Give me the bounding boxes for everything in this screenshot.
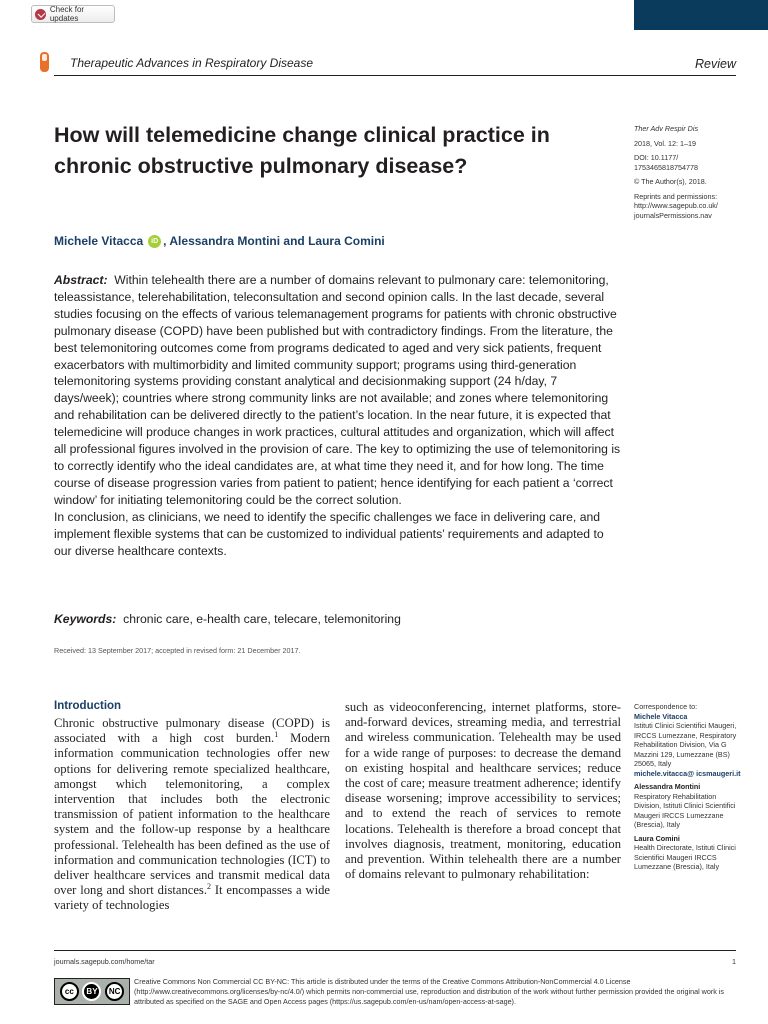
correspondence-address-2: Respiratory Rehabilitation Division, Istituti Clinici Scientifici Maugeri IRCCS Lumezzane (Brescia), Italy (634, 791, 736, 829)
correspondence-label: Correspondence to: (634, 702, 698, 711)
check-for-updates-button[interactable] (31, 5, 115, 23)
author-rest[interactable]: , Alessandra Montini and Laura Comini (163, 234, 385, 248)
reference-2[interactable]: 2 (206, 882, 211, 892)
top-bar (0, 0, 768, 30)
body-column-1 (54, 716, 330, 914)
check-updates-label: Check for updates (49, 5, 85, 23)
correspondence-name-1: Michele Vitacca (634, 711, 688, 721)
footer-divider (54, 950, 736, 951)
keywords-text: chronic care, e-health care, telecare, telemonitoring (123, 612, 401, 626)
body-text: Chronic obstructive pulmonary disease (COPD) is associated with a high cost burden. (54, 716, 330, 746)
orcid-icon[interactable]: iD (148, 235, 161, 248)
abstract (54, 272, 624, 559)
body-column-2: such as videoconferencing, internet platforms, store-and-forward devices, streaming media, and terrestrial and wireless communication. Telehealth may be used for a wide range of purposes: to decrease the demand on existing hospital and healthcare services; reduce the cost of care; measure treatment adherence; identify disease worsening; improve accessibility to services; and to extend the reach of services to remote locations. Telehealth is therefore a broad concept that involves diagnosis, treatment, monitoring, education and prevention. Within telehealth there are a number of domains relevant to pulmonary rehabilitation: (345, 700, 621, 882)
reference-1[interactable]: 1 (274, 730, 279, 740)
check-updates-icon (35, 9, 46, 20)
correspondence-address-3: Health Directorate, Istituti Clinici Scientifici Maugeri IRCCS Lumezzane (Brescia), Italy (634, 843, 736, 871)
nc-icon: NC (105, 982, 124, 1001)
abstract-paragraph-2: In conclusion, as clinicians, we need to identify the specific challenges we face in delivering care, and implement flexible systems that can be customized to individual patients’ requirements and adapted to our diverse healthcare contexts. (54, 509, 604, 558)
copyright: © The Author(s), 2018. (634, 177, 707, 186)
keywords-label: Keywords: (54, 612, 117, 626)
corner-block (634, 0, 768, 30)
doi[interactable]: DOI: 10.1177/ 1753465818754778 (634, 153, 698, 172)
page-number: 1 (732, 957, 736, 966)
author-list (54, 234, 385, 248)
volume-info: 2018, Vol. 12: 1–19 (634, 138, 696, 148)
section-heading-introduction: Introduction (54, 700, 122, 712)
journal-name: Therapeutic Advances in Respiratory Disease (70, 56, 314, 70)
article-meta (634, 124, 744, 220)
license-text: Creative Commons Non Commercial CC BY-NC: This article is distributed under the terms of the Creative Commons Attribution-NonCommercial 4.0 License (http://www.creativecommons.org/licenses/by-nc/4.0/) which permits non-commercial use, reproduction and distribution of the work without further permission provided the original work is attributed as specified on the SAGE and Open Access pages (https://us.sagepub.com/en-us/nam/open-access-at-sage). (134, 977, 725, 1006)
abstract-text-1: Within telehealth there are a number of domains relevant to pulmonary care: telemonitoring, teleassistance, telerehabilitation, teleconsultation and second opinion calls. In the last decade, several studies focusing on the effects of various telemanagement programs for patients with chronic obstructive pulmonary disease (COPD) have been published but with contradictory findings. From the literature, the best telemonitoring outcomes come from programs dedicated to aged and very sick patients, frequent exacerbators with multimorbidity and limited community support; programs using third-generation telemonitoring systems providing constant analytical and decisionmaking support (24 h/day, 7 days/week); countries where strong community links are not available; and zones where telemonitoring and rehabilitation can be delivered directly to the patient’s location. In the near future, it is expected that telemedicine will produce changes in work practices, cultural attitudes and organization, which will affect all professional figures involved in the provision of care. The key to optimizing the use of telemonitoring is to correctly identify who the ideal candidates are, at what time they need it, and for how long. The time course of disease progression varies from patient to patient; hence identifying for each patient a ‘correct window’ for initiating telemonitoring could be the correct solution. (54, 273, 621, 507)
body-text: It encompasses a wide variety of technologies (54, 883, 330, 913)
cc-icon: cc (60, 982, 79, 1001)
received-dates: Received: 13 September 2017; accepted in revised form: 21 December 2017. (54, 646, 301, 655)
by-icon: BY (82, 982, 101, 1001)
correspondence-block (634, 702, 744, 872)
journal-logo-icon (40, 52, 49, 72)
keywords (54, 612, 401, 626)
correspondence-name-2: Alessandra Montini (634, 782, 701, 791)
article-type: Review (695, 57, 736, 71)
journal-header (54, 52, 736, 76)
abstract-paragraph-1 (54, 272, 624, 509)
article-title: How will telemedicine change clinical practice in chronic obstructive pulmonary disease? (54, 123, 550, 178)
correspondence-name-3: Laura Comini (634, 833, 680, 843)
correspondence-address-1: Istituti Clinici Scientifici Maugeri, IRCCS Lumezzane, Respiratory Rehabilitation Division, Via G Mazzini 129, Lumezzane (BS) 25065, Italy (634, 721, 737, 768)
cc-license-badge[interactable] (54, 978, 130, 1005)
journal-url[interactable]: journals.sagepub.com/home/tar (54, 957, 155, 966)
correspondence-email[interactable]: michele.vitacca@ icsmaugeri.it (634, 768, 741, 778)
reprints-permissions[interactable]: Reprints and permissions: http://www.sagepub.co.uk/ journalsPermissions.nav (634, 191, 718, 220)
body-text: Modern information communication technologies offer new options for delivering remote specialized healthcare, amongst which telemonitoring, a complex intervention that includes both the electronic transmission of patient information to the healthcare system and the follow-up response by a healthcare professional. Telehealth has been defined as the use of information and communication technologies (ICT) to deliver healthcare services and transmit medical data over long and short distances. (54, 731, 330, 898)
journal-abbreviation: Ther Adv Respir Dis (634, 124, 699, 133)
abstract-label: Abstract: (54, 273, 108, 287)
author-first[interactable]: Michele Vitacca (54, 234, 144, 248)
